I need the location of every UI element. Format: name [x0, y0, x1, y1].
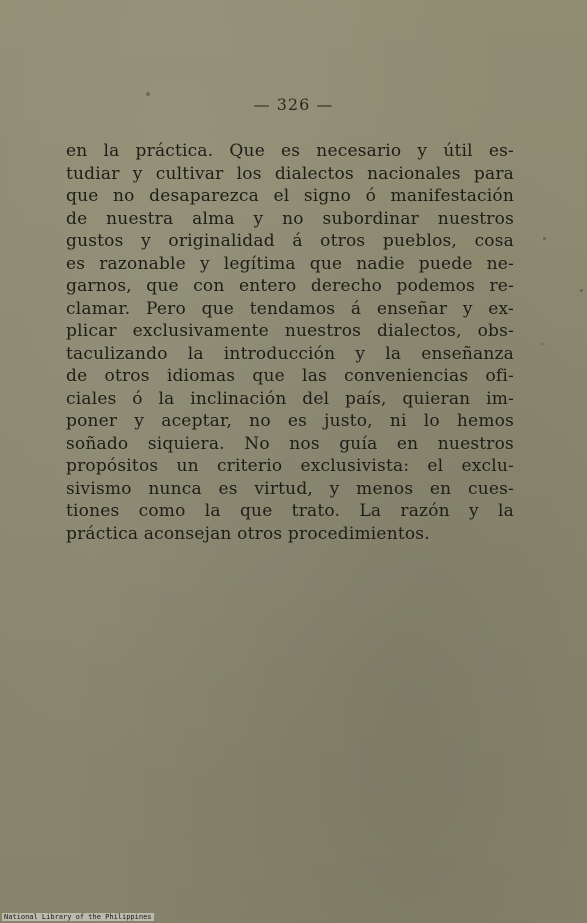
paper-speck	[580, 289, 583, 292]
text-line: poner y aceptar, no es justo, ni lo hemos	[66, 411, 514, 431]
text-line: propósitos un criterio exclusivista: el exclu-	[66, 456, 514, 476]
paper-speck	[541, 343, 543, 345]
page-number: — 326 —	[253, 95, 334, 114]
text-line: taculizando la introducción y la enseñanza	[66, 343, 514, 364]
text-line: de otros idiomas que las conveniencias ofi-	[66, 366, 514, 386]
text-line: práctica aconsejan otros procedimientos.	[66, 523, 430, 544]
text-line: sivismo nunca es virtud, y menos en cues-	[66, 478, 514, 499]
text-line: garnos, que con entero derecho podemos re-	[66, 276, 514, 296]
body-paragraph	[66, 140, 514, 545]
text-line: en la práctica. Que es necesario y útil es-	[66, 141, 514, 161]
text-line: tudiar y cultivar los dialectos nacionales para	[66, 163, 514, 184]
text-line: que no desaparezca el signo ó manifestación	[66, 186, 514, 206]
paper-speck	[146, 92, 150, 96]
text-line: ciales ó la inclinación del país, quieran im-	[66, 388, 514, 409]
text-line: plicar exclusivamente nuestros dialectos, obs-	[66, 321, 514, 341]
paper-speck	[543, 237, 546, 240]
text-line: de nuestra alma y no subordinar nuestros	[66, 208, 514, 229]
text-line: es razonable y legítima que nadie puede ne-	[66, 253, 514, 274]
scan-credit: National Library of the Philippines	[4, 913, 152, 921]
text-line: clamar. Pero que tendamos á enseñar y ex-	[66, 298, 514, 319]
text-line: tiones como la que trato. La razón y la	[66, 501, 514, 521]
text-line: soñado siquiera. No nos guía en nuestros	[66, 433, 514, 454]
text-line: gustos y originalidad á otros pueblos, cosa	[66, 231, 514, 251]
